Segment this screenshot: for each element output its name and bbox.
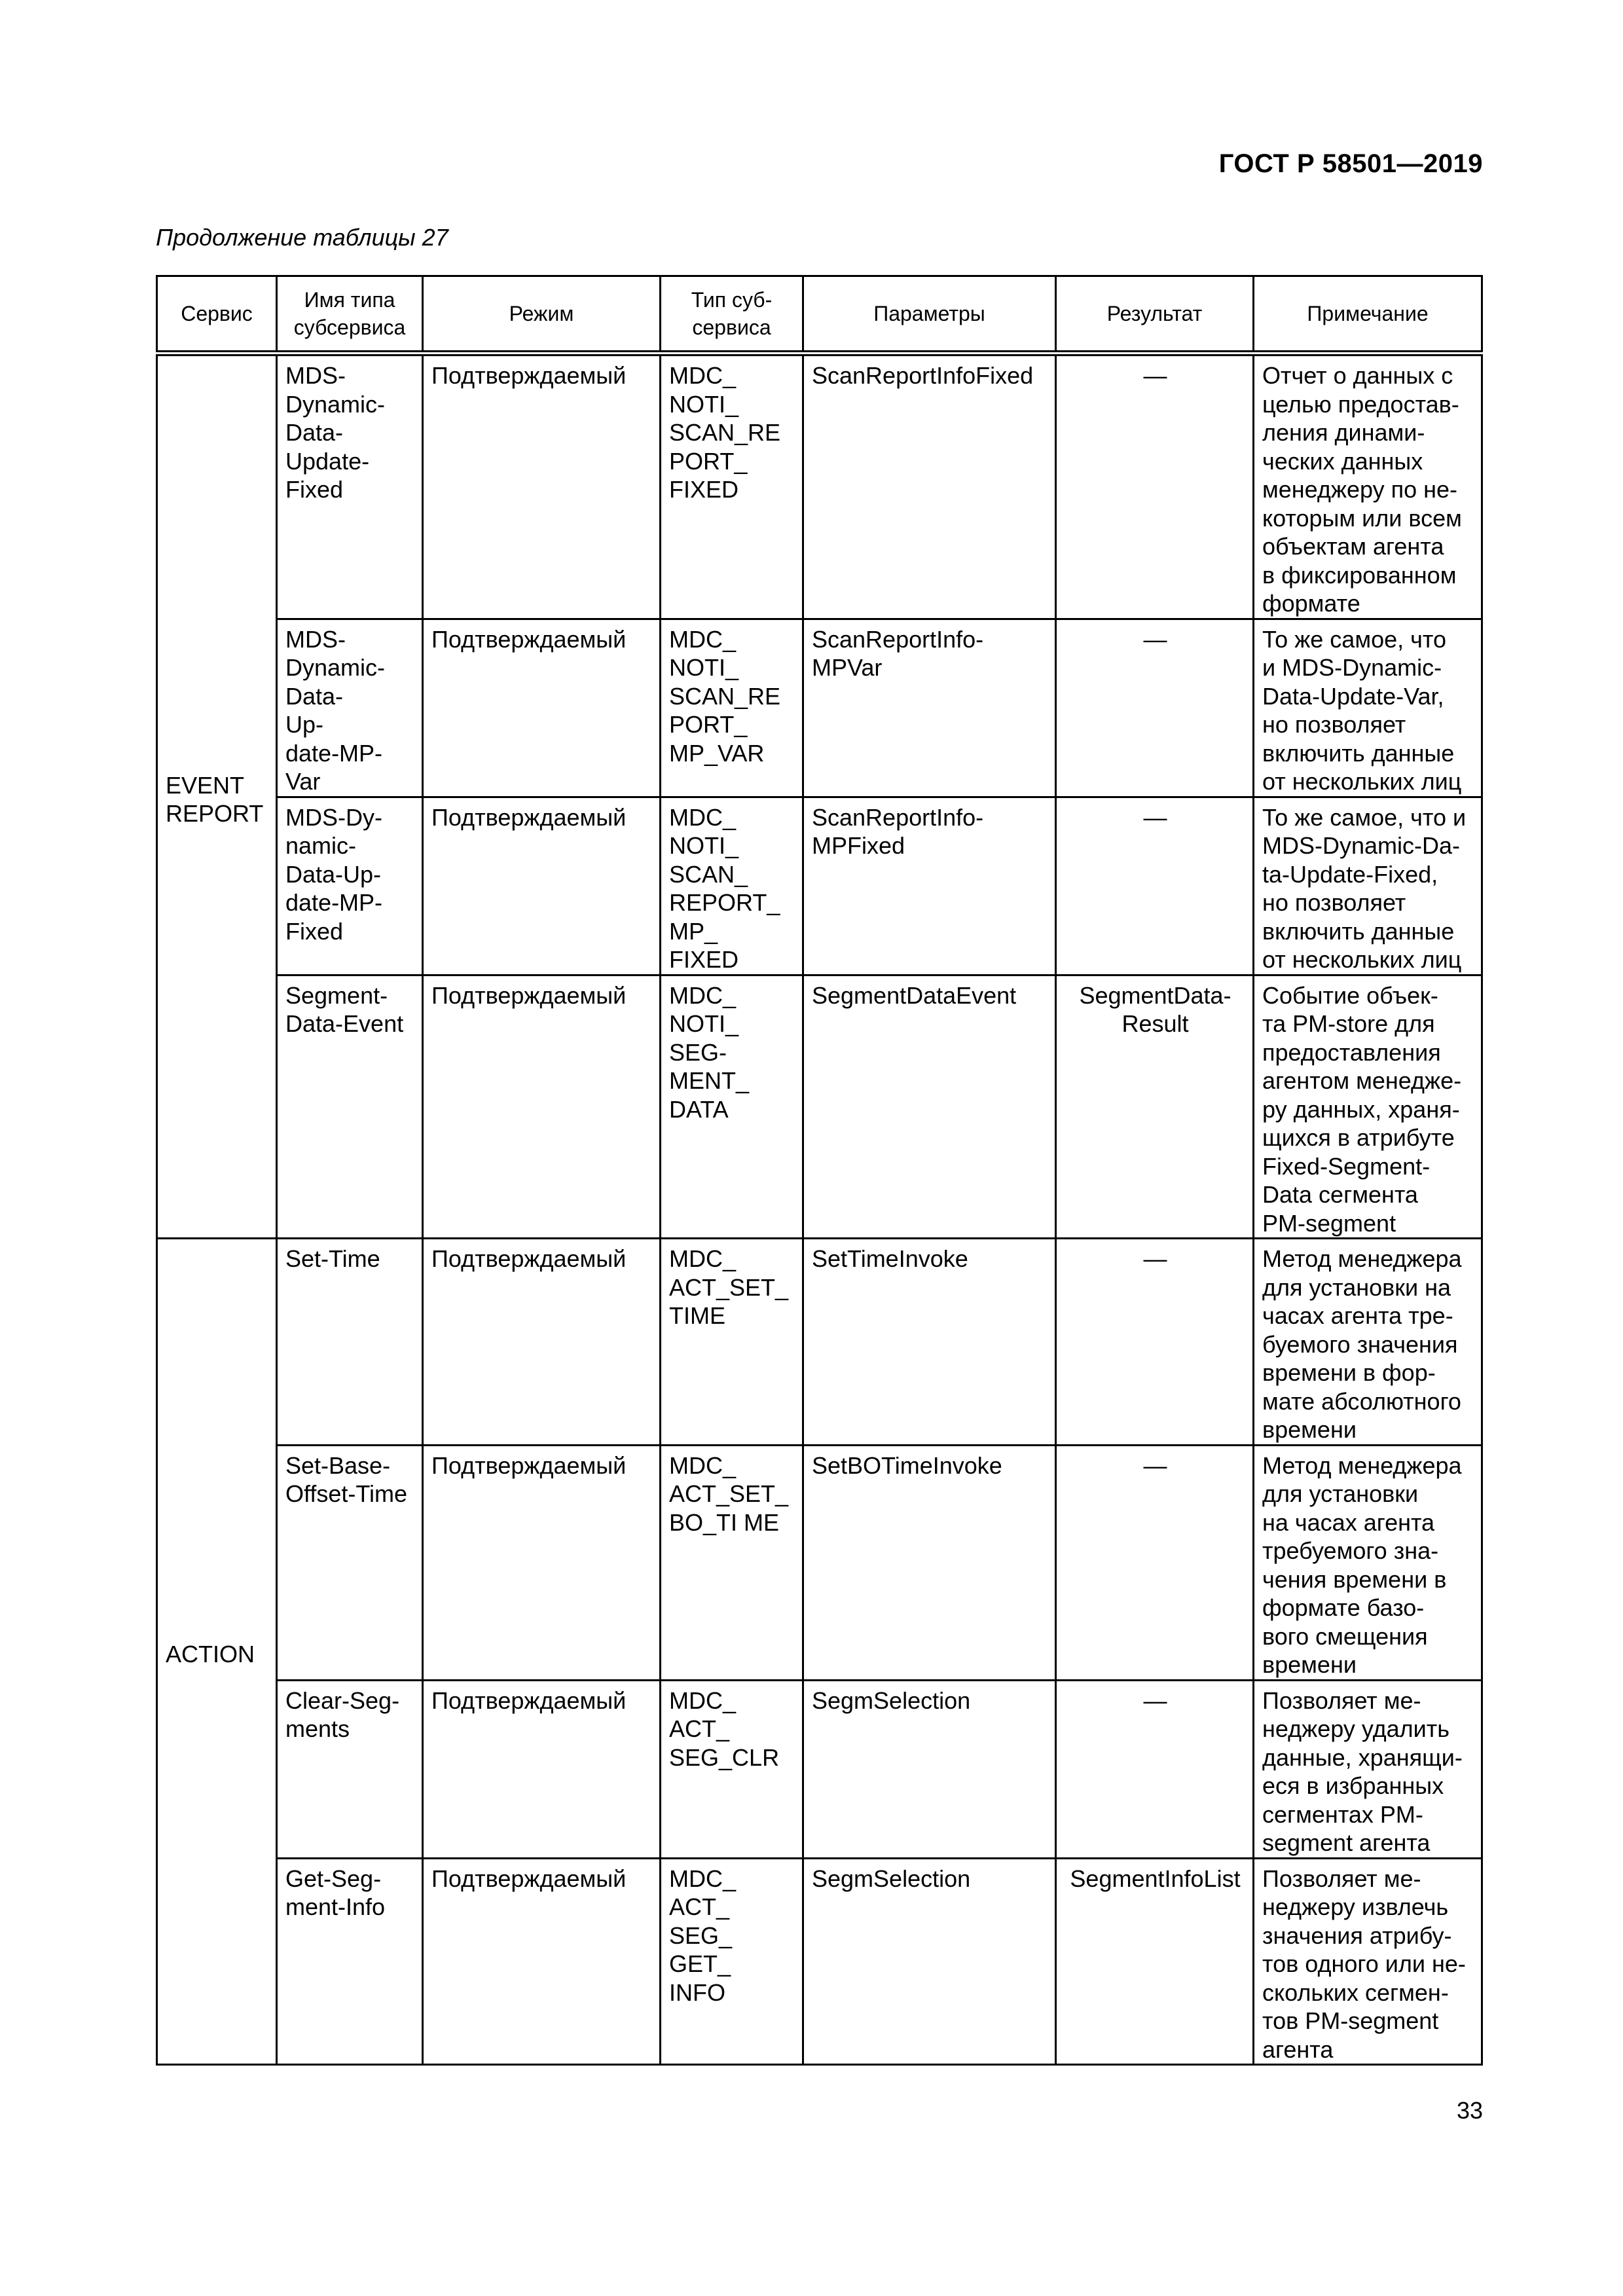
- service-cell: EVENT REPORT: [157, 354, 277, 1239]
- result-cell: SegmentData- Result: [1056, 975, 1254, 1239]
- column-header-mode: Режим: [423, 276, 661, 354]
- note-cell: Позволяет ме- неджеру удалить данные, хранящи- еся в избранных сегментах PM- segment агента: [1254, 1680, 1482, 1858]
- note-cell: Метод менеджера для установки на часах агента требуемого зна- чения времени в формате базо- вого смещения времени: [1254, 1445, 1482, 1680]
- parameters-cell: SetBOTimeInvoke: [803, 1445, 1056, 1680]
- parameters-cell: SegmSelection: [803, 1858, 1056, 2065]
- parameters-cell: SegmSelection: [803, 1680, 1056, 1858]
- table-row: [157, 975, 1482, 1239]
- result-cell: —: [1056, 1445, 1254, 1680]
- table-header-row: [157, 276, 1482, 354]
- subservice-type-cell: MDC_ ACT_SET_ TIME: [661, 1239, 803, 1446]
- result-cell: —: [1056, 354, 1254, 619]
- subservice-type-cell: MDC_ ACT_SET_ BO_TI ME: [661, 1445, 803, 1680]
- mode-cell: Подтверждаемый: [423, 975, 661, 1239]
- subservice-name-cell: MDS- Dynamic- Data- Update- Fixed: [277, 354, 423, 619]
- subservice-type-cell: MDC_ NOTI_ SCAN_RE PORT_ FIXED: [661, 354, 803, 619]
- subservice-type-cell: MDC_ NOTI_ SEG- MENT_ DATA: [661, 975, 803, 1239]
- parameters-cell: SetTimeInvoke: [803, 1239, 1056, 1446]
- mode-cell: Подтверждаемый: [423, 619, 661, 797]
- mode-cell: Подтверждаемый: [423, 1239, 661, 1446]
- subservice-name-cell: MDS- Dynamic- Data- Up- date-MP- Var: [277, 619, 423, 797]
- table-row: [157, 1239, 1482, 1446]
- note-cell: Событие объек- та PM-store для предоставления агентом менедже- ру данных, храня- щихся в атрибуте Fixed-Segment- Data сегмента PM-segment: [1254, 975, 1482, 1239]
- subservice-type-cell: MDC_ NOTI_ SCAN_ REPORT_ MP_ FIXED: [661, 797, 803, 975]
- table-row: [157, 1445, 1482, 1680]
- standard-code: ГОСТ Р 58501—2019: [1218, 149, 1483, 178]
- result-cell: —: [1056, 619, 1254, 797]
- note-cell: Позволяет ме- неджеру извлечь значения атрибу- тов одного или не- скольких сегмен- тов PM-segment агента: [1254, 1858, 1482, 2065]
- table-row: [157, 354, 1482, 619]
- page-number: 33: [1456, 2097, 1483, 2124]
- table-row: [157, 1680, 1482, 1858]
- mode-cell: Подтверждаемый: [423, 1858, 661, 2065]
- table-caption: Продолжение таблицы 27: [156, 224, 448, 251]
- result-cell: —: [1056, 1680, 1254, 1858]
- result-cell: —: [1056, 797, 1254, 975]
- column-header-result: Результат: [1056, 276, 1254, 354]
- note-cell: То же самое, что и MDS-Dynamic-Da- ta-Update-Fixed, но позволяет включить данные от нескольких лиц: [1254, 797, 1482, 975]
- mode-cell: Подтверждаемый: [423, 354, 661, 619]
- subservice-type-cell: MDC_ ACT_ SEG_CLR: [661, 1680, 803, 1858]
- mode-cell: Подтверждаемый: [423, 797, 661, 975]
- note-cell: Отчет о данных с целью предостав- ления динами- ческих данных менеджеру по не- которым или всем объектам агента в фиксированном формате: [1254, 354, 1482, 619]
- column-header-service: Сервис: [157, 276, 277, 354]
- subservice-name-cell: Set-Base- Offset-Time: [277, 1445, 423, 1680]
- service-cell: ACTION: [157, 1239, 277, 2065]
- column-header-note: Примечание: [1254, 276, 1482, 354]
- subservice-name-cell: Set-Time: [277, 1239, 423, 1446]
- mode-cell: Подтверждаемый: [423, 1445, 661, 1680]
- column-header-subservice-type: Тип суб- сервиса: [661, 276, 803, 354]
- subservice-name-cell: MDS-Dy- namic- Data-Up- date-MP- Fixed: [277, 797, 423, 975]
- subservice-name-cell: Clear-Seg- ments: [277, 1680, 423, 1858]
- subservice-type-cell: MDC_ NOTI_ SCAN_RE PORT_ MP_VAR: [661, 619, 803, 797]
- column-header-subservice-name: Имя типа субсервиса: [277, 276, 423, 354]
- note-cell: Метод менеджера для установки на часах агента тре- буемого значения времени в фор- мате абсолютного времени: [1254, 1239, 1482, 1446]
- column-header-parameters: Параметры: [803, 276, 1056, 354]
- result-cell: —: [1056, 1239, 1254, 1446]
- subservice-name-cell: Segment- Data-Event: [277, 975, 423, 1239]
- result-cell: SegmentInfoList: [1056, 1858, 1254, 2065]
- table-row: [157, 797, 1482, 975]
- parameters-cell: ScanReportInfoFixed: [803, 354, 1056, 619]
- mode-cell: Подтверждаемый: [423, 1680, 661, 1858]
- table-row: [157, 1858, 1482, 2065]
- parameters-cell: ScanReportInfo- MPFixed: [803, 797, 1056, 975]
- services-table: [156, 275, 1483, 2066]
- subservice-type-cell: MDC_ ACT_ SEG_ GET_ INFO: [661, 1858, 803, 2065]
- table-row: [157, 619, 1482, 797]
- parameters-cell: SegmentDataEvent: [803, 975, 1056, 1239]
- parameters-cell: ScanReportInfo- MPVar: [803, 619, 1056, 797]
- note-cell: То же самое, что и MDS-Dynamic- Data-Update-Var, но позволяет включить данные от нескольких лиц: [1254, 619, 1482, 797]
- subservice-name-cell: Get-Seg- ment-Info: [277, 1858, 423, 2065]
